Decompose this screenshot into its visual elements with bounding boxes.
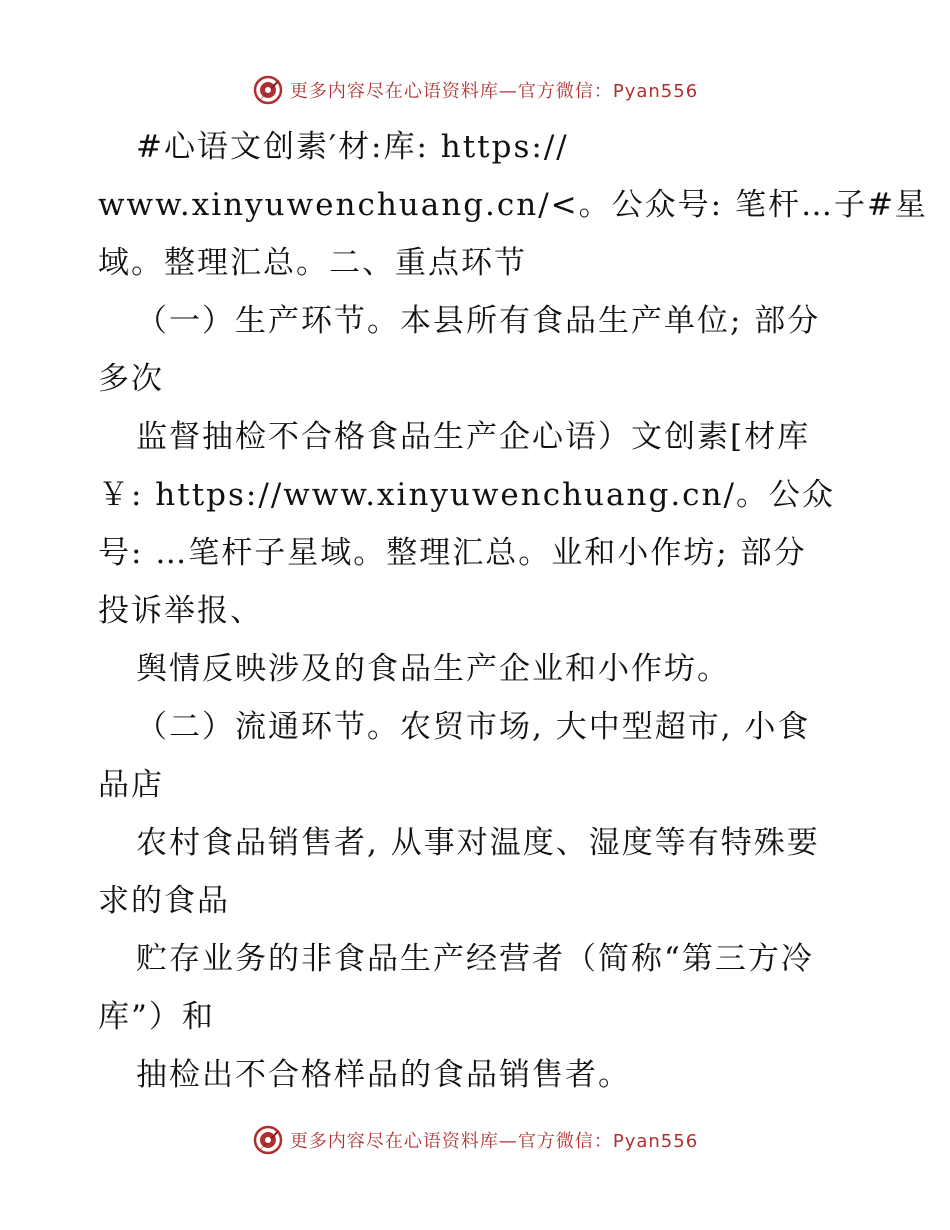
header-banner bbox=[0, 70, 950, 110]
body-line-13: 农村食品销售者, 从事对温度、湿度等有特殊要 bbox=[136, 825, 820, 861]
body-line-9: 投诉举报、 bbox=[98, 593, 263, 629]
body-line-2: www.xinyuwenchuang.cn/<。公众号: 笔杆…子#星 bbox=[98, 187, 928, 223]
body-line-3: 域。整理汇总。二、重点环节 bbox=[98, 245, 527, 281]
body-line-6: 监督抽检不合格食品生产企心语）文创素[材库 bbox=[136, 419, 811, 455]
body-line-4: （一）生产环节。本县所有食品生产单位; 部分 bbox=[136, 303, 821, 339]
body-line-11: （二）流通环节。农贸市场, 大中型超市, 小食 bbox=[136, 709, 811, 745]
body-line-1: #心语文创素′材:库: https:// bbox=[136, 129, 569, 165]
body-line-15: 贮存业务的非食品生产经营者（简称“第三方冷 bbox=[136, 941, 814, 977]
body-line-14: 求的食品 bbox=[98, 883, 230, 919]
body-line-16: 库”）和 bbox=[98, 999, 215, 1035]
body-line-7: ￥: https://www.xinyuwenchuang.cn/。公众 bbox=[98, 477, 835, 513]
header-banner-text: 更多内容尽在心语资料库—官方微信：Pyan556 bbox=[289, 81, 699, 102]
body-line-8: 号: …笔杆子星域。整理汇总。业和小作坊; 部分 bbox=[98, 535, 807, 571]
body-line-17: 抽检出不合格样品的食品销售者。 bbox=[136, 1057, 631, 1093]
footer-banner-text: 更多内容尽在心语资料库—官方微信：Pyan556 bbox=[289, 1131, 699, 1152]
body-line-10: 舆情反映涉及的食品生产企业和小作坊。 bbox=[136, 651, 730, 687]
quill-pen-seal-icon bbox=[252, 1124, 284, 1156]
document-body bbox=[98, 118, 928, 1104]
quill-pen-seal-icon bbox=[252, 74, 284, 106]
body-line-5: 多次 bbox=[98, 361, 164, 397]
body-line-12: 品店 bbox=[98, 767, 164, 803]
footer-banner bbox=[0, 1120, 950, 1160]
